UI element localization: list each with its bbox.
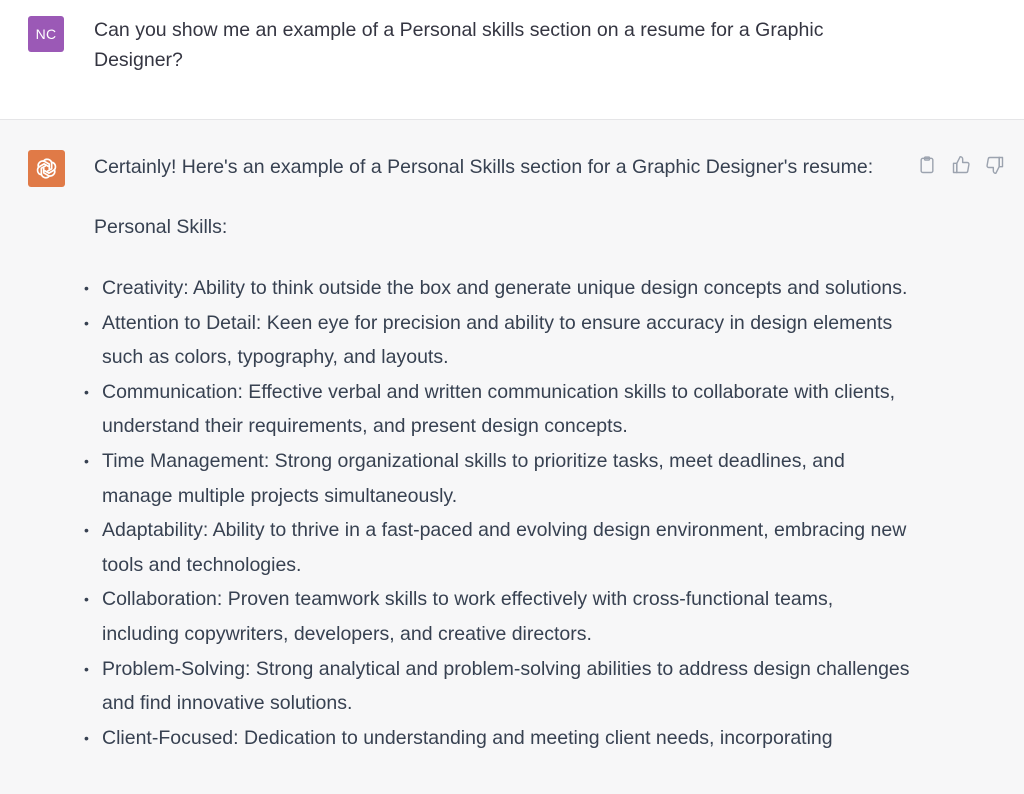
list-item: • Client-Focused: Dedication to understanding and meeting client needs, incorporating	[102, 721, 912, 756]
user-avatar: NC	[28, 16, 64, 52]
list-item: • Collaboration: Proven teamwork skills to work effectively with cross-functional teams, including copywriters, developers, and creative directors.	[102, 582, 912, 651]
thumbs-down-icon	[985, 155, 1005, 175]
bullet-icon: •	[84, 660, 89, 677]
thumbs-down-button[interactable]	[984, 154, 1006, 176]
list-item: • Attention to Detail: Keen eye for precision and ability to ensure accuracy in design elements such as colors, typography, and layouts.	[102, 306, 912, 375]
bullet-icon: •	[84, 383, 89, 400]
skills-list	[84, 271, 912, 755]
openai-logo-icon	[33, 155, 60, 182]
assistant-intro-text: Certainly! Here's an example of a Personal Skills section for a Graphic Designer's resume:	[94, 156, 874, 178]
thumbs-up-button[interactable]	[950, 154, 972, 176]
list-item: • Communication: Effective verbal and written communication skills to collaborate with clients, understand their requirements, and present design concepts.	[102, 375, 912, 444]
bullet-icon: •	[84, 729, 89, 746]
user-message-row	[0, 0, 1024, 120]
bullet-icon: •	[84, 522, 89, 539]
user-message-text: Can you show me an example of a Personal skills section on a resume for a Graphic Designer?	[94, 19, 824, 71]
copy-button[interactable]	[916, 154, 938, 176]
list-item: • Adaptability: Ability to thrive in a fast-paced and evolving design environment, embracing new tools and technologies.	[102, 513, 912, 582]
bullet-icon: •	[84, 452, 89, 469]
thumbs-up-icon	[951, 155, 971, 175]
message-actions	[916, 154, 1006, 176]
assistant-section-heading: Personal Skills:	[94, 216, 228, 238]
bullet-icon: •	[84, 314, 89, 331]
clipboard-icon	[917, 155, 937, 175]
assistant-avatar	[28, 150, 65, 187]
bullet-icon: •	[84, 280, 89, 296]
list-item: • Time Management: Strong organizational skills to prioritize tasks, meet deadlines, and manage multiple projects simultaneously.	[102, 444, 912, 513]
list-item: • Problem-Solving: Strong analytical and problem-solving abilities to address design challenges and find innovative solutions.	[102, 652, 912, 721]
list-item: • Creativity: Ability to think outside the box and generate unique design concepts and solutions.	[102, 271, 912, 306]
bullet-icon: •	[84, 591, 89, 608]
assistant-message-row	[0, 120, 1024, 794]
